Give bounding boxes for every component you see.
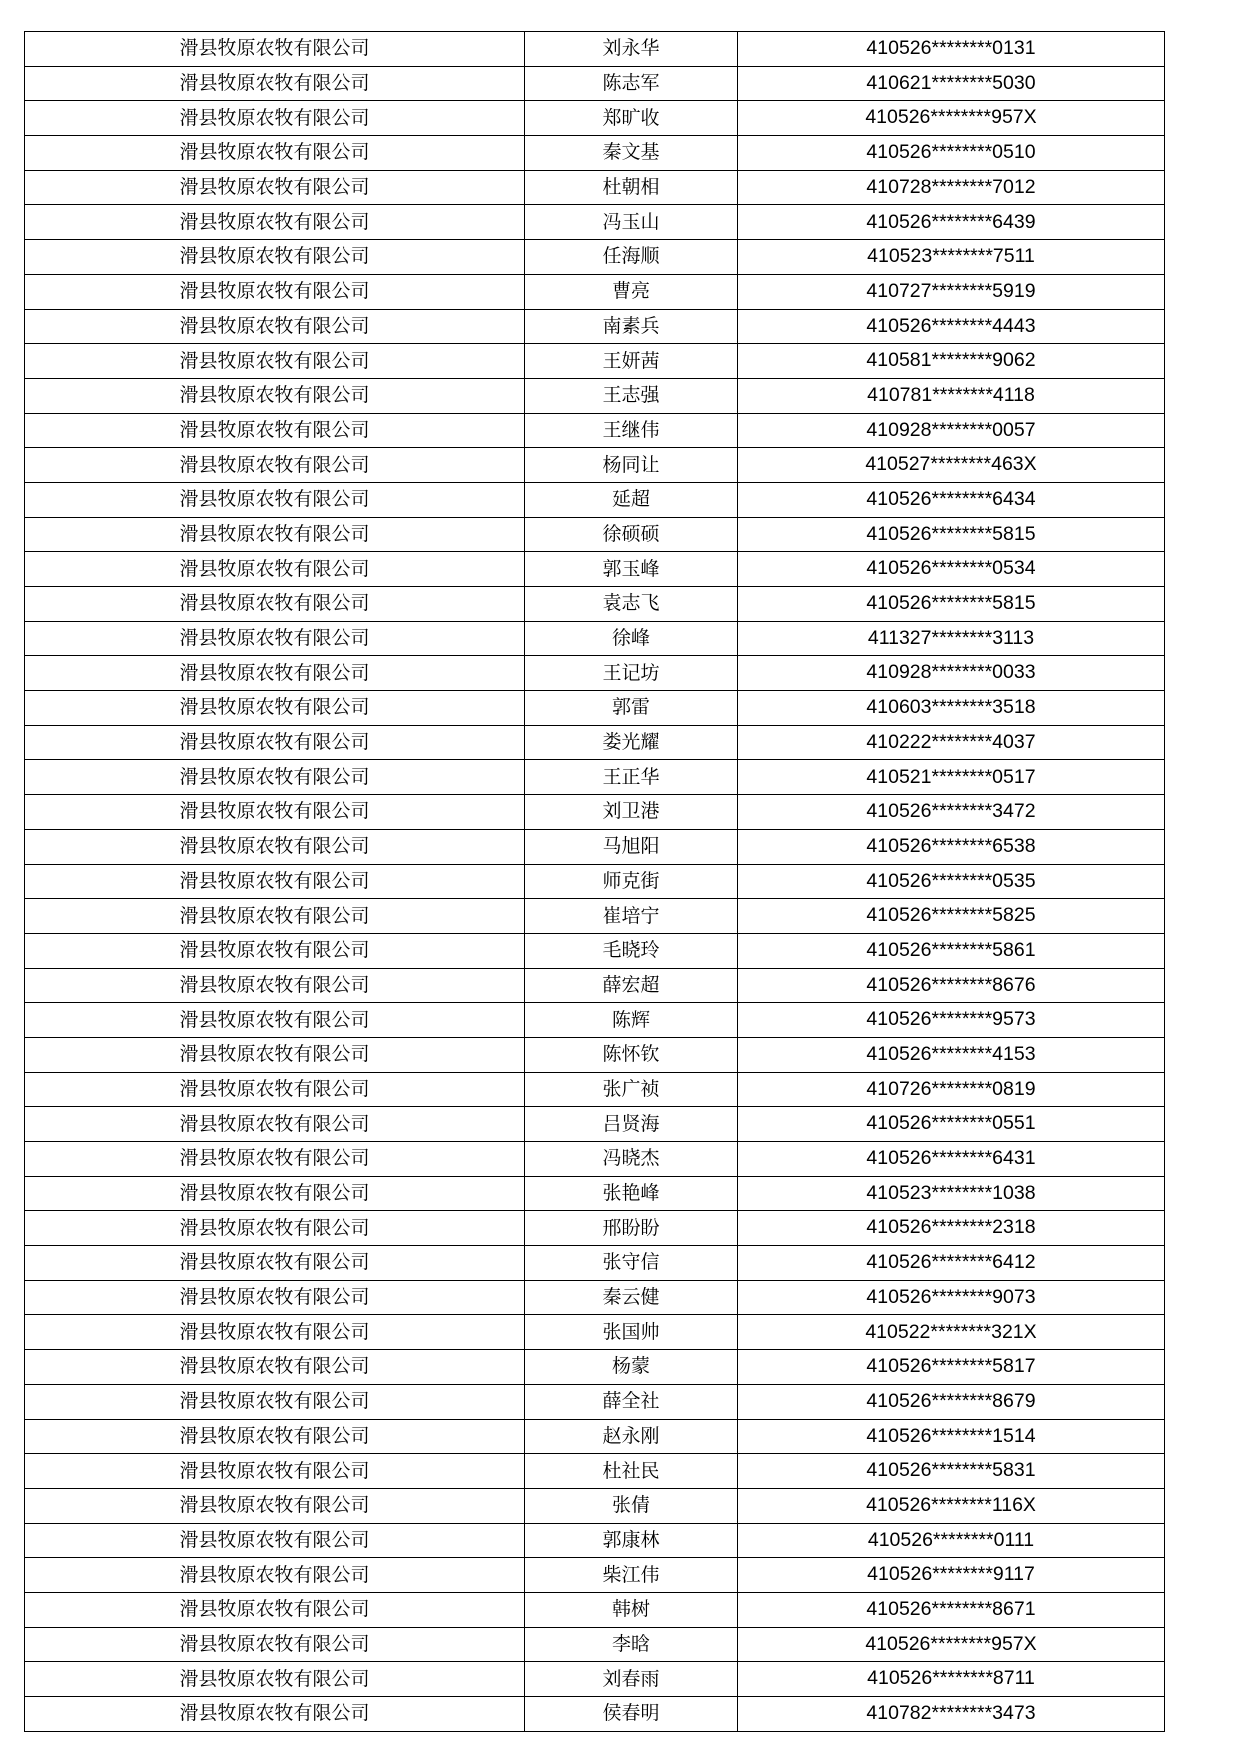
- company-cell: 滑县牧原农牧有限公司: [25, 1697, 525, 1732]
- company-cell: 滑县牧原农牧有限公司: [25, 829, 525, 864]
- company-cell: 滑县牧原农牧有限公司: [25, 309, 525, 344]
- table-row: [25, 170, 1165, 205]
- table-row: [25, 240, 1165, 275]
- table-row: [25, 205, 1165, 240]
- id-number-cell: 410526********8676: [738, 968, 1165, 1003]
- table-row: [25, 656, 1165, 691]
- person-name-cell: 郭玉峰: [525, 552, 738, 587]
- company-cell: 滑县牧原农牧有限公司: [25, 1558, 525, 1593]
- id-number-cell: 410526********5825: [738, 899, 1165, 934]
- table-row: [25, 1211, 1165, 1246]
- id-number-cell: 410526********5815: [738, 517, 1165, 552]
- id-number-cell: 410726********0819: [738, 1072, 1165, 1107]
- table-row: [25, 1003, 1165, 1038]
- id-number-cell: 410522********321X: [738, 1315, 1165, 1350]
- table-row: [25, 309, 1165, 344]
- company-cell: 滑县牧原农牧有限公司: [25, 1280, 525, 1315]
- id-number-cell: 410526********8671: [738, 1592, 1165, 1627]
- person-name-cell: 郭康林: [525, 1523, 738, 1558]
- id-number-cell: 410526********9073: [738, 1280, 1165, 1315]
- table-row: [25, 1488, 1165, 1523]
- company-cell: 滑县牧原农牧有限公司: [25, 32, 525, 67]
- company-cell: 滑县牧原农牧有限公司: [25, 691, 525, 726]
- id-number-cell: 410782********3473: [738, 1697, 1165, 1732]
- id-number-cell: 410928********0057: [738, 413, 1165, 448]
- company-cell: 滑县牧原农牧有限公司: [25, 552, 525, 587]
- id-number-cell: 410526********6412: [738, 1246, 1165, 1281]
- person-name-cell: 陈怀钦: [525, 1037, 738, 1072]
- company-cell: 滑县牧原农牧有限公司: [25, 240, 525, 275]
- company-cell: 滑县牧原农牧有限公司: [25, 1419, 525, 1454]
- table-row: [25, 1280, 1165, 1315]
- person-name-cell: 王记坊: [525, 656, 738, 691]
- person-name-cell: 张艳峰: [525, 1176, 738, 1211]
- person-name-cell: 王妍茜: [525, 344, 738, 379]
- table-row: [25, 1176, 1165, 1211]
- company-cell: 滑县牧原农牧有限公司: [25, 933, 525, 968]
- company-cell: 滑县牧原农牧有限公司: [25, 1350, 525, 1385]
- company-cell: 滑县牧原农牧有限公司: [25, 1072, 525, 1107]
- company-cell: 滑县牧原农牧有限公司: [25, 795, 525, 830]
- person-name-cell: 袁志飞: [525, 587, 738, 622]
- table-row: [25, 517, 1165, 552]
- id-number-cell: 410526********0534: [738, 552, 1165, 587]
- table-row: [25, 691, 1165, 726]
- table-row: [25, 795, 1165, 830]
- id-number-cell: 410526********2318: [738, 1211, 1165, 1246]
- person-name-cell: 杜朝相: [525, 170, 738, 205]
- person-name-cell: 张国帅: [525, 1315, 738, 1350]
- person-name-cell: 徐峰: [525, 621, 738, 656]
- company-cell: 滑县牧原农牧有限公司: [25, 1003, 525, 1038]
- id-number-cell: 410526********4443: [738, 309, 1165, 344]
- table-row: [25, 274, 1165, 309]
- company-cell: 滑县牧原农牧有限公司: [25, 66, 525, 101]
- table-row: [25, 136, 1165, 171]
- person-name-cell: 延超: [525, 482, 738, 517]
- table-row: [25, 1627, 1165, 1662]
- table-row: [25, 933, 1165, 968]
- person-name-cell: 毛晓玲: [525, 933, 738, 968]
- company-cell: 滑县牧原农牧有限公司: [25, 1176, 525, 1211]
- person-name-cell: 郑旷收: [525, 101, 738, 136]
- id-number-cell: 410526********6434: [738, 482, 1165, 517]
- person-name-cell: 薛全社: [525, 1384, 738, 1419]
- table-row: [25, 1662, 1165, 1697]
- id-number-cell: 410523********7511: [738, 240, 1165, 275]
- table-row: [25, 1246, 1165, 1281]
- company-cell: 滑县牧原农牧有限公司: [25, 1454, 525, 1489]
- person-name-cell: 刘春雨: [525, 1662, 738, 1697]
- company-cell: 滑县牧原农牧有限公司: [25, 170, 525, 205]
- table-row: [25, 968, 1165, 1003]
- id-number-cell: 410526********5831: [738, 1454, 1165, 1489]
- id-number-cell: 410521********0517: [738, 760, 1165, 795]
- company-cell: 滑县牧原农牧有限公司: [25, 1037, 525, 1072]
- person-name-cell: 曹亮: [525, 274, 738, 309]
- id-number-cell: 410526********9573: [738, 1003, 1165, 1038]
- id-number-cell: 410222********4037: [738, 725, 1165, 760]
- table-row: [25, 66, 1165, 101]
- id-number-cell: 410526********8711: [738, 1662, 1165, 1697]
- company-cell: 滑县牧原农牧有限公司: [25, 656, 525, 691]
- id-number-cell: 410621********5030: [738, 66, 1165, 101]
- company-cell: 滑县牧原农牧有限公司: [25, 1384, 525, 1419]
- person-name-cell: 邢盼盼: [525, 1211, 738, 1246]
- table-row: [25, 1072, 1165, 1107]
- table-row: [25, 1037, 1165, 1072]
- company-cell: 滑县牧原农牧有限公司: [25, 1627, 525, 1662]
- table-row: [25, 448, 1165, 483]
- roster-body: [25, 32, 1165, 1732]
- person-name-cell: 张倩: [525, 1488, 738, 1523]
- id-number-cell: 410727********5919: [738, 274, 1165, 309]
- person-name-cell: 张守信: [525, 1246, 738, 1281]
- table-row: [25, 482, 1165, 517]
- table-row: [25, 829, 1165, 864]
- company-cell: 滑县牧原农牧有限公司: [25, 101, 525, 136]
- person-name-cell: 李晗: [525, 1627, 738, 1662]
- company-cell: 滑县牧原农牧有限公司: [25, 968, 525, 1003]
- id-number-cell: 410928********0033: [738, 656, 1165, 691]
- person-name-cell: 南素兵: [525, 309, 738, 344]
- person-name-cell: 娄光耀: [525, 725, 738, 760]
- id-number-cell: 410526********3472: [738, 795, 1165, 830]
- table-row: [25, 1384, 1165, 1419]
- company-cell: 滑县牧原农牧有限公司: [25, 482, 525, 517]
- table-row: [25, 32, 1165, 67]
- person-name-cell: 任海顺: [525, 240, 738, 275]
- table-row: [25, 899, 1165, 934]
- id-number-cell: 410526********957X: [738, 101, 1165, 136]
- person-name-cell: 秦云健: [525, 1280, 738, 1315]
- id-number-cell: 410526********0551: [738, 1107, 1165, 1142]
- table-row: [25, 1107, 1165, 1142]
- company-cell: 滑县牧原农牧有限公司: [25, 1246, 525, 1281]
- person-name-cell: 杨同让: [525, 448, 738, 483]
- company-cell: 滑县牧原农牧有限公司: [25, 344, 525, 379]
- table-row: [25, 1350, 1165, 1385]
- person-name-cell: 侯春明: [525, 1697, 738, 1732]
- company-cell: 滑县牧原农牧有限公司: [25, 274, 525, 309]
- table-row: [25, 1523, 1165, 1558]
- person-name-cell: 王正华: [525, 760, 738, 795]
- table-row: [25, 725, 1165, 760]
- company-cell: 滑县牧原农牧有限公司: [25, 1488, 525, 1523]
- table-row: [25, 587, 1165, 622]
- table-row: [25, 1697, 1165, 1732]
- person-name-cell: 柴江伟: [525, 1558, 738, 1593]
- company-cell: 滑县牧原农牧有限公司: [25, 1211, 525, 1246]
- id-number-cell: 411327********3113: [738, 621, 1165, 656]
- table-row: [25, 1558, 1165, 1593]
- person-name-cell: 秦文基: [525, 136, 738, 171]
- person-name-cell: 崔培宁: [525, 899, 738, 934]
- company-cell: 滑县牧原农牧有限公司: [25, 448, 525, 483]
- table-row: [25, 1315, 1165, 1350]
- id-number-cell: 410523********1038: [738, 1176, 1165, 1211]
- table-row: [25, 1454, 1165, 1489]
- person-name-cell: 赵永刚: [525, 1419, 738, 1454]
- id-number-cell: 410603********3518: [738, 691, 1165, 726]
- table-row: [25, 101, 1165, 136]
- person-name-cell: 冯玉山: [525, 205, 738, 240]
- company-cell: 滑县牧原农牧有限公司: [25, 1107, 525, 1142]
- table-row: [25, 1142, 1165, 1177]
- company-cell: 滑县牧原农牧有限公司: [25, 621, 525, 656]
- id-number-cell: 410527********463X: [738, 448, 1165, 483]
- company-cell: 滑县牧原农牧有限公司: [25, 517, 525, 552]
- id-number-cell: 410526********5815: [738, 587, 1165, 622]
- person-name-cell: 郭雷: [525, 691, 738, 726]
- table-row: [25, 413, 1165, 448]
- company-cell: 滑县牧原农牧有限公司: [25, 1142, 525, 1177]
- table-row: [25, 864, 1165, 899]
- table-row: [25, 344, 1165, 379]
- company-cell: 滑县牧原农牧有限公司: [25, 378, 525, 413]
- table-row: [25, 552, 1165, 587]
- person-name-cell: 陈志军: [525, 66, 738, 101]
- table-row: [25, 378, 1165, 413]
- person-name-cell: 马旭阳: [525, 829, 738, 864]
- person-name-cell: 张广祯: [525, 1072, 738, 1107]
- company-cell: 滑县牧原农牧有限公司: [25, 1592, 525, 1627]
- id-number-cell: 410526********5861: [738, 933, 1165, 968]
- id-number-cell: 410526********957X: [738, 1627, 1165, 1662]
- table-row: [25, 1592, 1165, 1627]
- person-name-cell: 薛宏超: [525, 968, 738, 1003]
- company-cell: 滑县牧原农牧有限公司: [25, 205, 525, 240]
- person-name-cell: 韩树: [525, 1592, 738, 1627]
- roster-table: [24, 31, 1165, 1732]
- company-cell: 滑县牧原农牧有限公司: [25, 760, 525, 795]
- id-number-cell: 410526********1514: [738, 1419, 1165, 1454]
- id-number-cell: 410526********0510: [738, 136, 1165, 171]
- person-name-cell: 陈辉: [525, 1003, 738, 1038]
- person-name-cell: 王继伟: [525, 413, 738, 448]
- person-name-cell: 徐硕硕: [525, 517, 738, 552]
- id-number-cell: 410526********116X: [738, 1488, 1165, 1523]
- company-cell: 滑县牧原农牧有限公司: [25, 899, 525, 934]
- person-name-cell: 刘卫港: [525, 795, 738, 830]
- person-name-cell: 刘永华: [525, 32, 738, 67]
- id-number-cell: 410781********4118: [738, 378, 1165, 413]
- company-cell: 滑县牧原农牧有限公司: [25, 864, 525, 899]
- id-number-cell: 410526********0535: [738, 864, 1165, 899]
- id-number-cell: 410526********0131: [738, 32, 1165, 67]
- table-row: [25, 760, 1165, 795]
- person-name-cell: 冯晓杰: [525, 1142, 738, 1177]
- person-name-cell: 王志强: [525, 378, 738, 413]
- id-number-cell: 410526********8679: [738, 1384, 1165, 1419]
- company-cell: 滑县牧原农牧有限公司: [25, 587, 525, 622]
- id-number-cell: 410526********5817: [738, 1350, 1165, 1385]
- person-name-cell: 杜社民: [525, 1454, 738, 1489]
- company-cell: 滑县牧原农牧有限公司: [25, 725, 525, 760]
- id-number-cell: 410526********6538: [738, 829, 1165, 864]
- person-name-cell: 师克街: [525, 864, 738, 899]
- company-cell: 滑县牧原农牧有限公司: [25, 136, 525, 171]
- person-name-cell: 吕贤海: [525, 1107, 738, 1142]
- company-cell: 滑县牧原农牧有限公司: [25, 1315, 525, 1350]
- id-number-cell: 410728********7012: [738, 170, 1165, 205]
- id-number-cell: 410526********0111: [738, 1523, 1165, 1558]
- company-cell: 滑县牧原农牧有限公司: [25, 413, 525, 448]
- id-number-cell: 410526********4153: [738, 1037, 1165, 1072]
- table-row: [25, 621, 1165, 656]
- id-number-cell: 410526********6431: [738, 1142, 1165, 1177]
- person-name-cell: 杨蒙: [525, 1350, 738, 1385]
- id-number-cell: 410526********9117: [738, 1558, 1165, 1593]
- table-row: [25, 1419, 1165, 1454]
- id-number-cell: 410526********6439: [738, 205, 1165, 240]
- company-cell: 滑县牧原农牧有限公司: [25, 1662, 525, 1697]
- company-cell: 滑县牧原农牧有限公司: [25, 1523, 525, 1558]
- id-number-cell: 410581********9062: [738, 344, 1165, 379]
